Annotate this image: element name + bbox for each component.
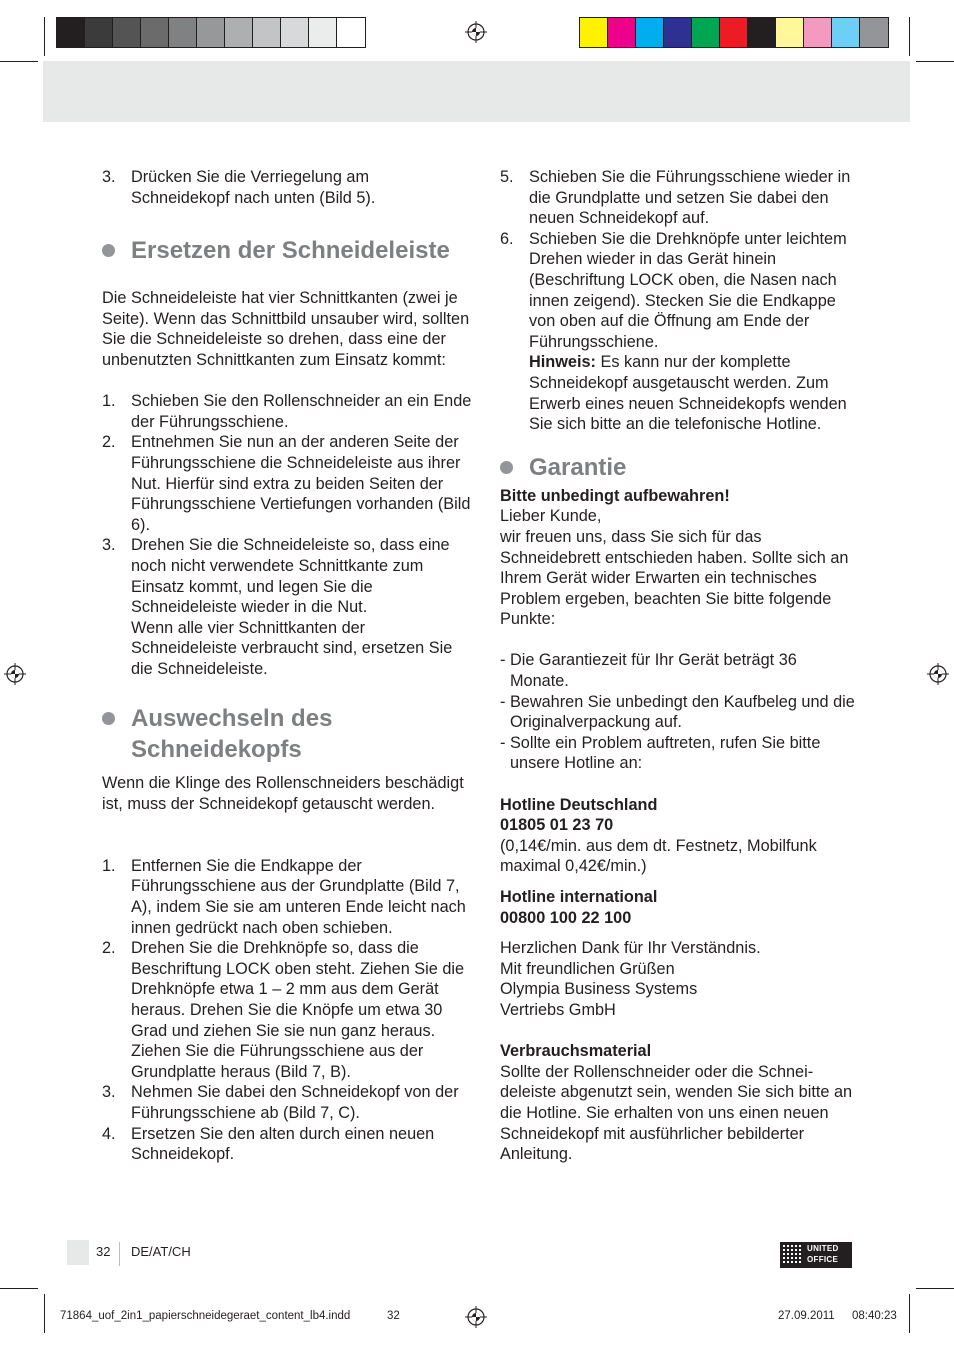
- item-number: 4.: [102, 1124, 116, 1143]
- greeting: Lieber Kunde,: [500, 507, 602, 526]
- thanks-line: Mit freundlichen Grüßen: [500, 959, 675, 978]
- color-swatch: [692, 18, 720, 47]
- list-item: [102, 432, 472, 535]
- color-swatch: [608, 18, 636, 47]
- registration-mark-icon: [927, 663, 949, 685]
- list-item: [500, 229, 860, 435]
- left-column: [102, 167, 472, 1165]
- list-item: [102, 1124, 472, 1165]
- paragraph: Sollte der Rollenschneider oder die Schnei-deleiste abgenutzt sein, wenden Sie sich bitte an die Hotline. Sie erhalten von uns einen neuen Schneidekopf mit ausführlicher bebilderter Anleitung.: [500, 1062, 853, 1164]
- item-number: 5.: [500, 168, 514, 186]
- registration-mark-icon: [4, 663, 26, 685]
- list-item: [500, 167, 860, 229]
- heading-text: Schneidekopfs: [131, 736, 302, 764]
- warranty-points: [500, 650, 860, 774]
- item-number: 1.: [102, 392, 116, 411]
- logo-grid-icon: [783, 1245, 803, 1265]
- crop-mark: [0, 1288, 38, 1289]
- header-band: [43, 61, 910, 122]
- color-swatch: [197, 18, 225, 47]
- circle-bullet-icon: [500, 461, 513, 474]
- note-text: Es kann nur der komplette Schneidekopf ausgetauscht werden. Zum Erwerb eines neuen Schneidekopfs wenden Sie sich bitte an die telefonische Hotline.: [529, 353, 847, 434]
- hotline-de-label: Hotline Deutschland: [500, 795, 658, 814]
- list-item: [102, 1082, 472, 1123]
- item-number: 3.: [102, 168, 116, 186]
- list-item: [102, 535, 472, 679]
- divider: [119, 1242, 120, 1266]
- item-number: 1.: [102, 856, 116, 875]
- note-label: Hinweis:: [529, 353, 596, 372]
- color-swatch: [141, 18, 169, 47]
- crop-mark: [44, 1294, 45, 1333]
- logo-text: UNITED: [807, 1244, 839, 1253]
- item-number: 3.: [102, 536, 116, 555]
- color-swatch: [748, 18, 776, 47]
- keep-label: Bitte unbedingt aufbewahren!: [500, 486, 730, 505]
- intro-list: [102, 167, 472, 208]
- item-text: Drehen Sie die Schneideleiste so, dass eine noch nicht verwendete Schnittkante zum Einsatz kommt, und legen Sie die Schneideleiste wieder in die Nut.: [131, 536, 450, 617]
- registration-mark-icon: [465, 1306, 487, 1328]
- list-item: - Sollte ein Problem auftreten, rufen Sie bitte unsere Hotline an:: [500, 733, 821, 773]
- slug-page: 32: [387, 1310, 400, 1322]
- crop-mark: [909, 1294, 910, 1333]
- item-text: Entfernen Sie die Endkappe der Führungsschiene aus der Grundplatte (Bild 7, A), indem Sie sie am unteren Ende leicht nach innen gedrückt nach oben schieben.: [131, 856, 466, 937]
- item-extra-text: Wenn alle vier Schnittkanten der Schneideleiste verbraucht sind, ersetzen Sie die Schneideleiste.: [131, 618, 453, 678]
- hotline-int-number: 00800 100 22 100: [500, 908, 632, 927]
- section-heading: [500, 452, 860, 483]
- steps-list: [102, 391, 472, 679]
- color-swatch: [636, 18, 664, 47]
- crop-mark: [44, 17, 45, 56]
- color-swatch: [113, 18, 141, 47]
- color-swatch: [804, 18, 832, 47]
- steps-list: [500, 167, 860, 435]
- section-heading: [102, 235, 472, 266]
- crop-mark: [916, 61, 954, 62]
- slug-filename: 71864_uof_2in1_papierschneidegeraet_content_lb4.indd: [60, 1310, 351, 1322]
- list-item: [102, 391, 472, 432]
- right-column: [500, 167, 860, 1165]
- page-number-box: [67, 1240, 89, 1265]
- thanks-line: Herzlichen Dank für Ihr Verständnis.: [500, 939, 761, 958]
- section-heading: [102, 703, 472, 765]
- list-item: - Die Garantiezeit für Ihr Gerät beträgt 36 Monate.: [500, 651, 797, 691]
- united-office-logo: [780, 1242, 852, 1268]
- color-swatch: [832, 18, 860, 47]
- color-swatch: [225, 18, 253, 47]
- supplies-label: Verbrauchsmaterial: [500, 1042, 652, 1061]
- item-text: Ersetzen Sie den alten durch einen neuen Schneidekopf.: [131, 1124, 435, 1164]
- process-color-bar: [579, 17, 889, 48]
- color-swatch: [776, 18, 804, 47]
- gray-color-bar: [56, 17, 366, 48]
- heading-text: Garantie: [529, 453, 627, 481]
- color-swatch: [580, 18, 608, 47]
- item-number: 2.: [102, 433, 116, 452]
- paragraph: wir freuen uns, dass Sie sich für das Schneidebrett entschieden haben. Sollte sich an Ihrem Gerät wider Erwarten ein technisches Problem ergeben, beachten Sie bitte folgende Punkte:: [500, 527, 849, 629]
- paragraph: Wenn die Klinge des Rollenschneiders beschädigt ist, muss der Schneidekopf getauscht werden.: [102, 774, 464, 814]
- list-item: - Bewahren Sie unbedingt den Kaufbeleg und die Originalverpackung auf.: [500, 692, 855, 732]
- item-text: Drehen Sie die Drehknöpfe so, dass die Beschriftung LOCK oben steht. Ziehen Sie die Drehknöpfe etwa 1 – 2 mm aus dem Gerät heraus. Drehen Sie die Knöpfe um etwa 30 Grad und ziehen Sie sie nun ganz heraus. Ziehen Sie die Führungsschiene aus der Grundplatte heraus (Bild 7, B).: [131, 939, 465, 1081]
- thanks-line: Vertriebs GmbH: [500, 1000, 616, 1019]
- item-text: Entnehmen Sie nun an der anderen Seite der Führungsschiene die Schneideleiste aus ihrer Nut. Hierfür sind extra zu beiden Seiten der Führungsschiene Vertiefungen vorhanden (Bild 6).: [131, 433, 471, 534]
- crop-mark: [909, 17, 910, 56]
- color-swatch: [253, 18, 281, 47]
- hotline-de-number: 01805 01 23 70: [500, 816, 614, 835]
- color-swatch: [309, 18, 337, 47]
- circle-bullet-icon: [102, 712, 115, 725]
- item-text: Schieben Sie die Drehknöpfe unter leichtem Drehen wieder in das Gerät hinein (Beschriftung LOCK oben, die Nasen nach innen zeigend). Stecken Sie die Endkappe von oben auf die Öffnung am Ende der Führungsschiene.: [529, 229, 847, 351]
- item-number: 3.: [102, 1083, 116, 1102]
- heading-text: Auswechseln des: [131, 705, 333, 733]
- hotline-int-label: Hotline international: [500, 888, 658, 906]
- heading-text: Ersetzen der Schneideleiste: [131, 237, 450, 265]
- list-item: [102, 856, 472, 938]
- item-text: Schieben Sie den Rollenschneider an ein Ende der Führungsschiene.: [131, 392, 472, 431]
- color-swatch: [169, 18, 197, 47]
- slug-time: 08:40:23: [852, 1310, 897, 1322]
- color-swatch: [664, 18, 692, 47]
- paragraph: Die Schneideleiste hat vier Schnittkanten (zwei je Seite). Wenn das Schnittbild unsauber wird, sollten Sie die Schneideleiste so drehen, dass eine der unbenutzten Schnittkanten zum Einsatz kommt:: [102, 289, 470, 369]
- item-text: Drücken Sie die Verriegelung am Schneidekopf nach unten (Bild 5).: [131, 168, 376, 207]
- list-item: [102, 938, 472, 1082]
- item-number: 2.: [102, 939, 116, 958]
- item-text: Schieben Sie die Führungsschiene wieder in die Grundplatte und setzen Sie dabei den neuen Schneidekopf auf.: [529, 168, 851, 228]
- color-swatch: [281, 18, 309, 47]
- region-label: DE/AT/CH: [131, 1244, 191, 1259]
- color-swatch: [85, 18, 113, 47]
- registration-mark-icon: [465, 21, 487, 43]
- list-item: [102, 167, 472, 208]
- thanks-line: Olympia Business Systems: [500, 980, 698, 999]
- color-swatch: [57, 18, 85, 47]
- page-number: 32: [96, 1244, 111, 1259]
- color-swatch: [860, 18, 888, 47]
- item-text: Nehmen Sie dabei den Schneidekopf von der Führungsschiene ab (Bild 7, C).: [131, 1083, 459, 1122]
- crop-mark: [0, 61, 38, 62]
- circle-bullet-icon: [102, 244, 115, 257]
- steps-list: [102, 856, 472, 1165]
- color-swatch: [337, 18, 365, 47]
- slug-date: 27.09.2011: [778, 1310, 835, 1322]
- crop-mark: [916, 1288, 954, 1289]
- hotline-de-cost: (0,14€/min. aus dem dt. Festnetz, Mobilfunk maximal 0,42€/min.): [500, 836, 817, 876]
- color-swatch: [720, 18, 748, 47]
- item-number: 6.: [500, 229, 514, 248]
- logo-text: OFFICE: [807, 1255, 839, 1264]
